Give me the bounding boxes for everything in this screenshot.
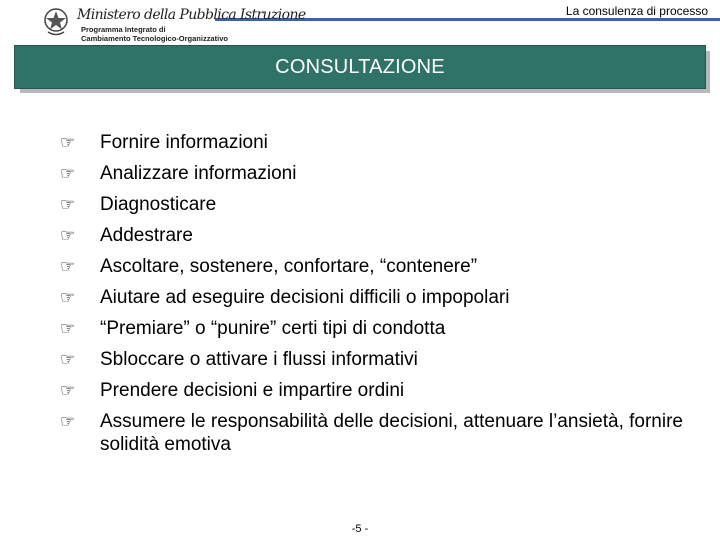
list-item-text: Sbloccare o attivare i flussi informativi — [100, 349, 418, 370]
program-line-2: Cambiamento Tecnologico-Organizzativo — [81, 33, 228, 43]
list-item — [60, 410, 700, 456]
ministry-logo — [43, 4, 306, 48]
list-item-text: Fornire informazioni — [100, 132, 268, 153]
title-box — [14, 45, 706, 89]
program-line-1: Programma Integrato di — [81, 25, 166, 34]
list-item — [60, 255, 700, 278]
list-item-text: Diagnosticare — [100, 194, 217, 215]
list-item — [60, 379, 700, 402]
pointing-hand-icon: ☞ — [60, 195, 76, 214]
pointing-hand-icon: ☞ — [60, 381, 76, 400]
pointing-hand-icon: ☞ — [60, 350, 76, 369]
title-banner — [14, 45, 706, 89]
ministry-name: Ministero della Pubblica Istruzione — [77, 7, 306, 23]
list-item — [60, 317, 700, 340]
list-item-text: Prendere decisioni e impartire ordini — [100, 380, 405, 401]
pointing-hand-icon: ☞ — [60, 257, 76, 276]
pointing-hand-icon: ☞ — [60, 412, 76, 431]
section-title: La consulenza di processo — [565, 4, 708, 18]
list-item-text: Assumere le responsabilità delle decisioni, attenuare l’ansietà, fornire solidità emotiva — [100, 411, 683, 455]
list-item — [60, 286, 700, 309]
list-item-text: “Premiare” o “punire” certi tipi di condotta — [100, 318, 446, 339]
bullet-list — [60, 131, 700, 464]
list-item — [60, 224, 700, 247]
pointing-hand-icon: ☞ — [60, 164, 76, 183]
list-item-text: Ascoltare, sostenere, confortare, “contenere” — [100, 256, 478, 277]
list-item-text: Analizzare informazioni — [100, 163, 297, 184]
pointing-hand-icon: ☞ — [60, 133, 76, 152]
list-item — [60, 193, 700, 216]
list-item-text: Aiutare ad eseguire decisioni difficili o impopolari — [100, 287, 510, 308]
slide-title: CONSULTAZIONE — [275, 55, 445, 78]
list-item — [60, 131, 700, 154]
pointing-hand-icon: ☞ — [60, 226, 76, 245]
list-item-text: Addestrare — [100, 225, 193, 246]
list-item — [60, 348, 700, 371]
program-name — [81, 26, 228, 43]
emblem-icon — [43, 6, 69, 38]
pointing-hand-icon: ☞ — [60, 288, 76, 307]
page-number: -5 - — [351, 523, 369, 535]
list-item — [60, 162, 700, 185]
pointing-hand-icon: ☞ — [60, 319, 76, 338]
